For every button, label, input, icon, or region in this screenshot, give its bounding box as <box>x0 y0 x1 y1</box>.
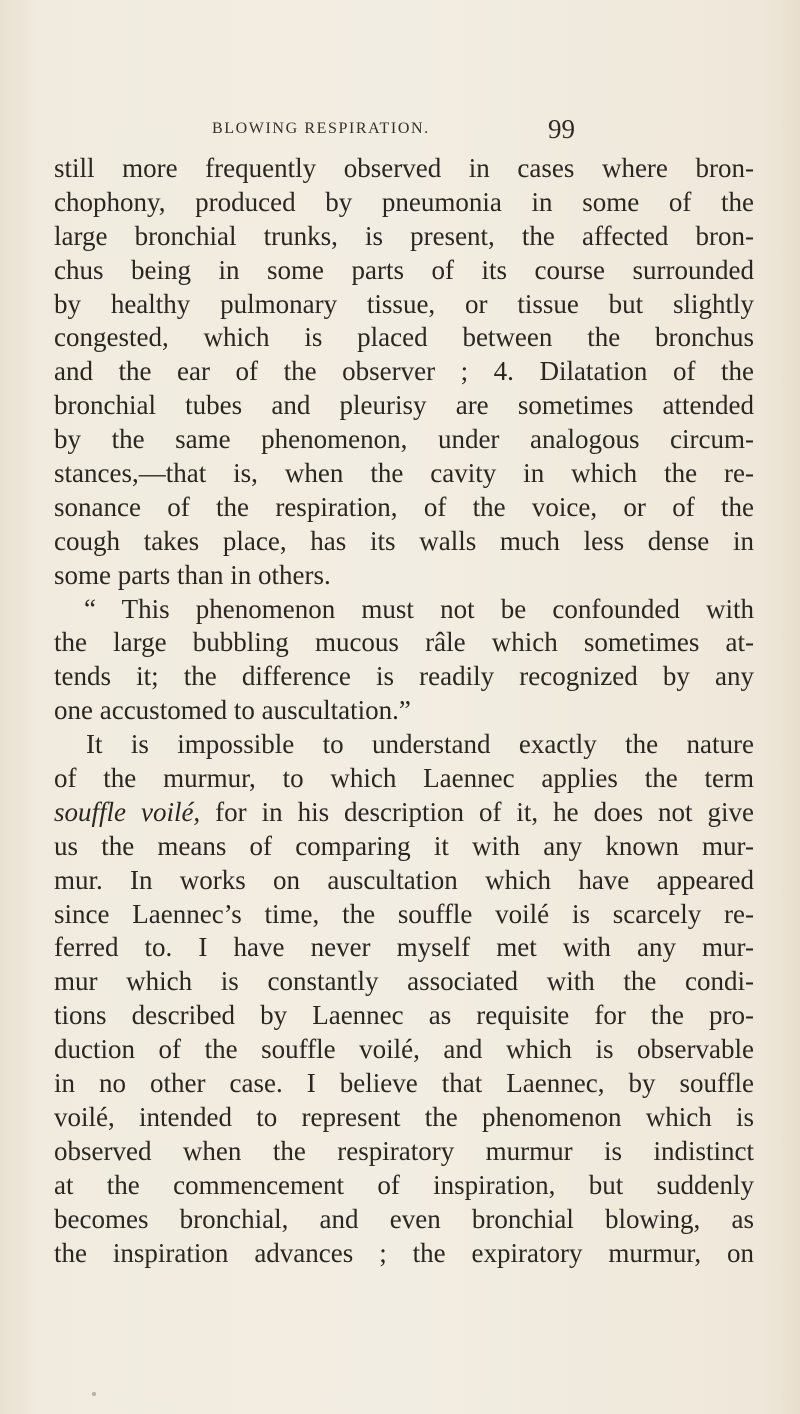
text-line: still more frequently observed in cases where bron- <box>54 153 754 183</box>
text-line: mur which is constantly associated with the condi- <box>54 966 754 997</box>
text-line: of the murmur, to which Laennec applies the term <box>54 763 754 794</box>
paragraph-end-line: one accustomed to auscultation.” <box>54 695 411 726</box>
body-text <box>54 152 754 1270</box>
paper-speck <box>92 1392 96 1396</box>
text-line: becomes bronchial, and even bronchial blowing, as <box>54 1203 754 1234</box>
text-line: and the ear of the observer ; 4. Dilatation of the <box>54 356 754 387</box>
text-line: duction of the souffle voilé, and which is observable <box>54 1034 754 1065</box>
italic-term: souffle voilé, <box>54 796 201 827</box>
text-line: by healthy pulmonary tissue, or tissue but slightly <box>54 288 754 319</box>
text-line-with-italic <box>54 796 754 830</box>
text-line: in no other case. I believe that Laennec, by souffle <box>54 1068 754 1099</box>
text-line: observed when the respiratory murmur is indistinct <box>54 1135 754 1166</box>
text-line: the large bubbling mucous râle which sometimes at- <box>54 627 754 658</box>
text-line: the inspiration advances ; the expiratory murmur, on <box>54 1237 754 1268</box>
text-line: tions described by Laennec as requisite for the pro- <box>54 1000 754 1031</box>
text-line: chophony, produced by pneumonia in some of the <box>54 186 754 217</box>
text-line: large bronchial trunks, is present, the affected bron- <box>54 220 754 251</box>
paragraph-end-line: some parts than in others. <box>54 559 331 590</box>
text-line: ferred to. I have never myself met with any mur- <box>54 932 754 963</box>
text-line: since Laennec’s time, the souffle voilé is scarcely re- <box>54 898 754 929</box>
text-line: mur. In works on auscultation which have appeared <box>54 864 754 895</box>
text-line: at the commencement of inspiration, but suddenly <box>54 1169 754 1200</box>
text-line: sonance of the respiration, of the voice, or of the <box>54 491 754 522</box>
text-line: by the same phenomenon, under analogous circum- <box>54 424 754 455</box>
page-number: 99 <box>548 114 575 144</box>
line-remainder: for in his description of it, he does not give <box>200 796 755 827</box>
running-head: BLOWING RESPIRATION. <box>212 120 430 137</box>
text-line: congested, which is placed between the bronchus <box>54 322 754 353</box>
page-header <box>0 108 800 148</box>
text-line: stances,—that is, when the cavity in which the re- <box>54 458 754 489</box>
text-line: bronchial tubes and pleurisy are sometimes attended <box>54 390 754 421</box>
text-line: tends it; the difference is readily recognized by any <box>54 661 754 692</box>
text-line: cough takes place, has its walls much less dense in <box>54 525 754 556</box>
text-line: chus being in some parts of its course surrounded <box>54 254 754 285</box>
quote-paragraph-start: “ This phenomenon must not be confounded with <box>84 593 754 624</box>
text-line: us the means of comparing it with any known mur- <box>54 830 754 861</box>
text-line: voilé, intended to represent the phenomenon which is <box>54 1101 754 1132</box>
paragraph-start: It is impossible to understand exactly the nature <box>86 729 754 760</box>
